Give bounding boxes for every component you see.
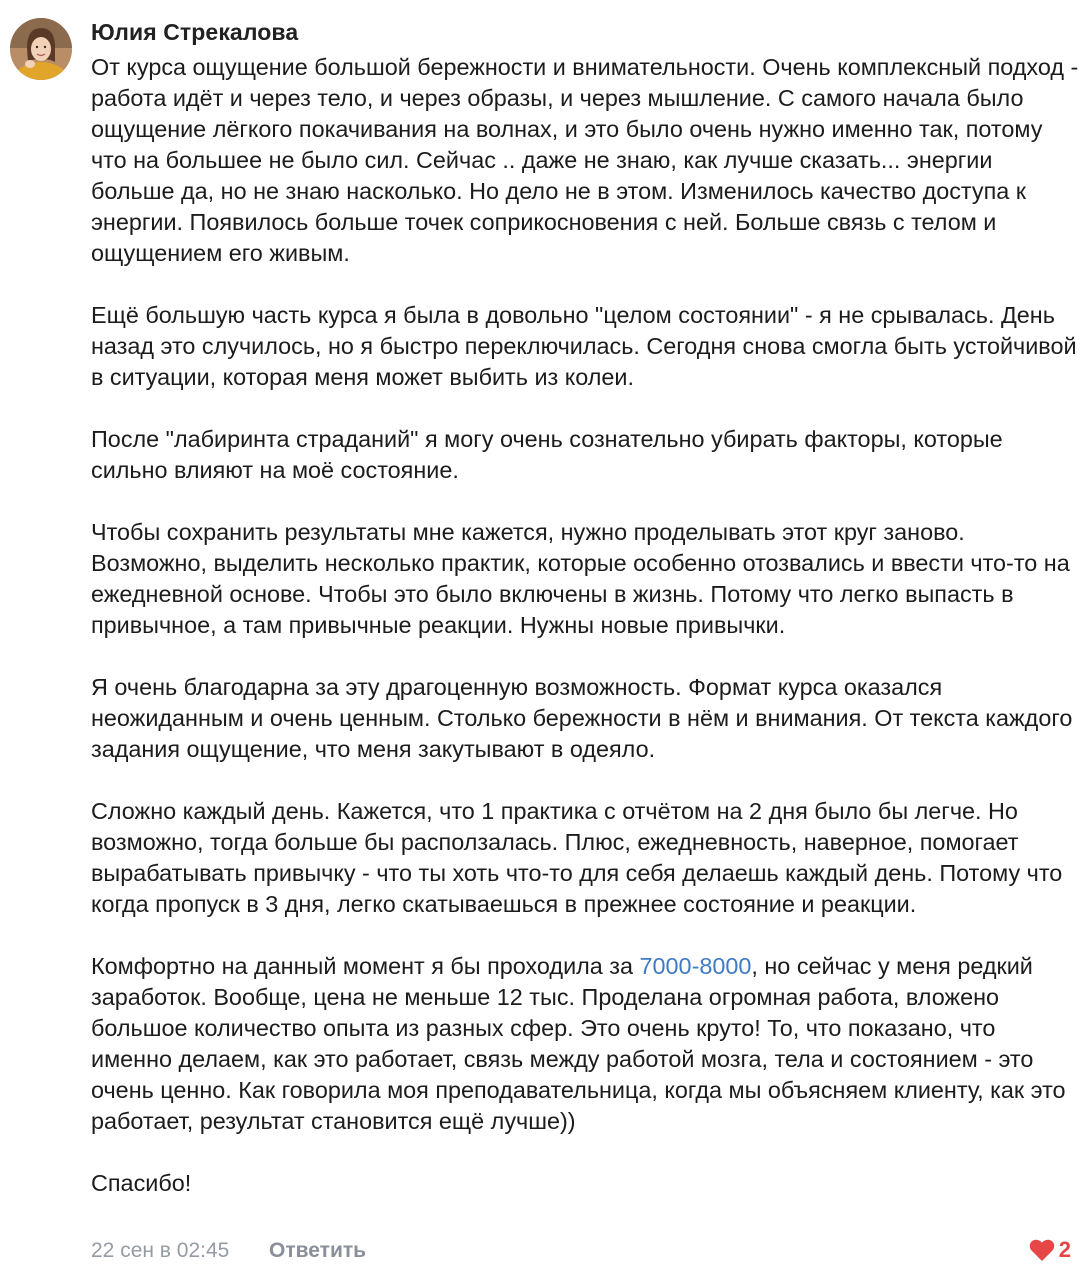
comment-closing: Спасибо!: [91, 1170, 192, 1196]
like-count: 2: [1058, 1237, 1071, 1262]
price-text-after: , но сейчас у меня редкий заработок. Вообще, цена не меньше 12 тыс. Проделана огромная работа, вложено большое количество опыта из разных сфер. Это очень круто! То, что показано, что именно делаем, как это работает, связь между работой мозга, тела и состоянием - это очень ценно. Как говорила моя преподавательница, когда мы объясняем клиенту, как это работает, результат становится ещё лучше)): [91, 953, 1066, 1134]
comment-paragraph-price: [91, 951, 1081, 1137]
price-link[interactable]: 7000-8000: [639, 953, 752, 979]
comment-paragraph-3: После "лабиринта страданий" я могу очень сознательно убирать факторы, которые сильно влияют на моё состояние.: [91, 426, 1003, 483]
comment-paragraph-2: Ещё большую часть курса я была в довольно "целом состоянии" - я не срывалась. День назад это случилось, но я быстро переключилась. Сегодня снова смогла быть устойчивой в ситуации, которая меня может выбить из колеи.: [91, 302, 1077, 390]
author-name[interactable]: Юлия Стрекалова: [91, 19, 299, 45]
reply-button[interactable]: Ответить: [269, 1239, 367, 1262]
timestamp[interactable]: 22 сен в 02:45: [91, 1239, 230, 1262]
comment-paragraph-6: Сложно каждый день. Кажется, что 1 практика с отчётом на 2 дня было бы легче. Но возможно, тогда больше бы расползалась. Плюс, ежедневность, наверное, помогает вырабатывать привычку - что ты хоть что-то для себя делаешь каждый день. Потому что когда пропуск в 3 дня, легко скатываешься в прежнее состояние и реакции.: [91, 798, 1063, 917]
comment-text: [91, 52, 1081, 1199]
avatar-photo-icon: [10, 18, 72, 80]
comment-paragraph-5: Я очень благодарна за эту драгоценную возможность. Формат курса оказался неожиданным и очень ценным. Столько бережности в нём и внимания. От текста каждого задания ощущение, что меня закутывают в одеяло.: [91, 674, 1073, 762]
comment-paragraph-1: От курса ощущение большой бережности и внимательности. Очень комплексный подход - работа идёт и через тело, и через образы, и через мышление. С самого начала было ощущение лёгкого покачивания на волнах, и это было очень нужно именно так, потому что на большее не было сил. Сейчас .. даже не знаю, как лучше сказать... энергии больше да, но не знаю насколько. Но дело не в этом. Изменилось качество доступа к энергии. Появилось больше точек соприкосновения с ней. Больше связь с телом и ощущением его живым.: [91, 54, 1079, 266]
comment-paragraph-4: Чтобы сохранить результаты мне кажется, нужно проделывать этот круг заново. Возможно, выделить несколько практик, которые особенно отозвались и ввести что-то на ежедневной основе. Чтобы это было включены в жизнь. Потому что легко выпасть в привычное, а там привычные реакции. Нужны новые привычки.: [91, 519, 1070, 638]
like-button[interactable]: [1029, 1237, 1071, 1263]
price-text-before: Комфортно на данный момент я бы проходила за: [91, 953, 640, 979]
heart-icon: [1029, 1239, 1055, 1262]
comment-footer: [91, 1237, 1071, 1267]
avatar[interactable]: [10, 18, 72, 80]
